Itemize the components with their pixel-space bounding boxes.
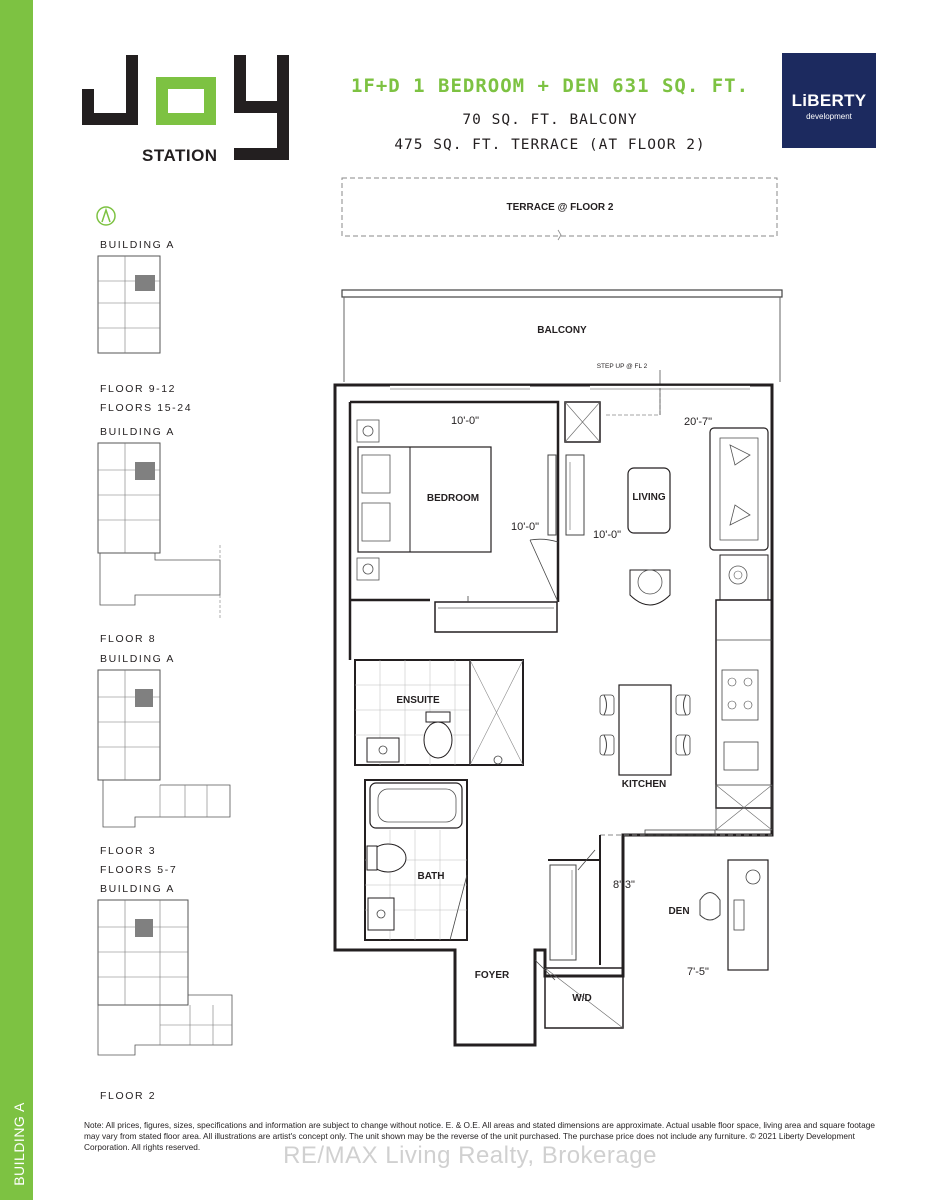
keyplan-4-diagram	[95, 897, 235, 1062]
balcony-area: 70 SQ. FT. BALCONY	[462, 112, 638, 128]
dim-den-depth: 8'-3"	[613, 879, 635, 891]
side-building-label: BUILDING A	[11, 1102, 27, 1186]
keyplan-3-building: BUILDING A	[100, 653, 175, 665]
liberty-logo: LiBERTY development	[782, 53, 876, 148]
exterior-wall	[335, 385, 772, 1045]
terrace-label: TERRACE @ FLOOR 2	[506, 202, 614, 213]
step-up-label: STEP UP @ FL 2	[596, 363, 648, 370]
unit-title: 1F+D 1 BEDROOM + DEN 631 SQ. FT.	[350, 75, 750, 97]
keyplan-2-diagram	[95, 440, 225, 620]
dim-living-width: 20'-7"	[683, 416, 713, 428]
dim-bedroom-depth: 10'-0"	[510, 521, 540, 533]
terrace-area: 475 SQ. FT. TERRACE (AT FLOOR 2)	[394, 137, 706, 153]
keyplan-3-diagram	[95, 667, 235, 837]
disclaimer-note: Note: All prices, figures, sizes, specifications and information are subject to change without notice. E. & O.E. All areas and stated dimensions are approximate. Actual usable floor space, living area and square footage may vary from stated floor area. All illustrations are artist's concept only. The unit shown may be the reverse of the unit purchased. The purchase price does not include any furniture. © 2021 Liberty Development Corporation. All rights reserved.	[84, 1120, 875, 1152]
keyplan-1-diagram	[95, 253, 180, 358]
north-compass-icon	[95, 205, 117, 227]
room-ensuite: ENSUITE	[396, 695, 440, 706]
keyplan-2-floor: FLOOR 8	[100, 633, 157, 645]
room-living: LIVING	[632, 492, 666, 503]
station-wordmark: STATION	[142, 146, 218, 165]
green-side-bar	[0, 0, 33, 1200]
keyplan-1-building: BUILDING A	[100, 239, 175, 251]
room-den: DEN	[668, 906, 690, 917]
keyplan-3-floor-b: FLOORS 5-7	[100, 864, 178, 876]
room-bath: BATH	[417, 871, 445, 882]
room-kitchen: KITCHEN	[621, 779, 667, 790]
room-wd: W/D	[572, 993, 592, 1004]
floor-plan	[330, 170, 790, 1050]
balcony-label: BALCONY	[537, 325, 587, 336]
keyplan-4-building: BUILDING A	[100, 883, 175, 895]
dim-bedroom-width: 10'-0"	[450, 415, 480, 427]
keyplan-4-floor: FLOOR 2	[100, 1090, 157, 1102]
dim-living-depth: 10'-0"	[592, 529, 622, 541]
room-bedroom: BEDROOM	[426, 493, 480, 504]
keyplan-1-floor-b: FLOORS 15-24	[100, 402, 193, 414]
keyplan-2-building: BUILDING A	[100, 426, 175, 438]
watermark: RE/MAX Living Realty, Brokerage	[283, 1142, 657, 1169]
keyplan-3-floor-a: FLOOR 3	[100, 845, 157, 857]
dim-den-width: 7'-5"	[687, 966, 709, 978]
balcony-railing	[342, 290, 782, 297]
room-foyer: FOYER	[474, 970, 510, 981]
keyplan-1-floor-a: FLOOR 9-12	[100, 383, 177, 395]
